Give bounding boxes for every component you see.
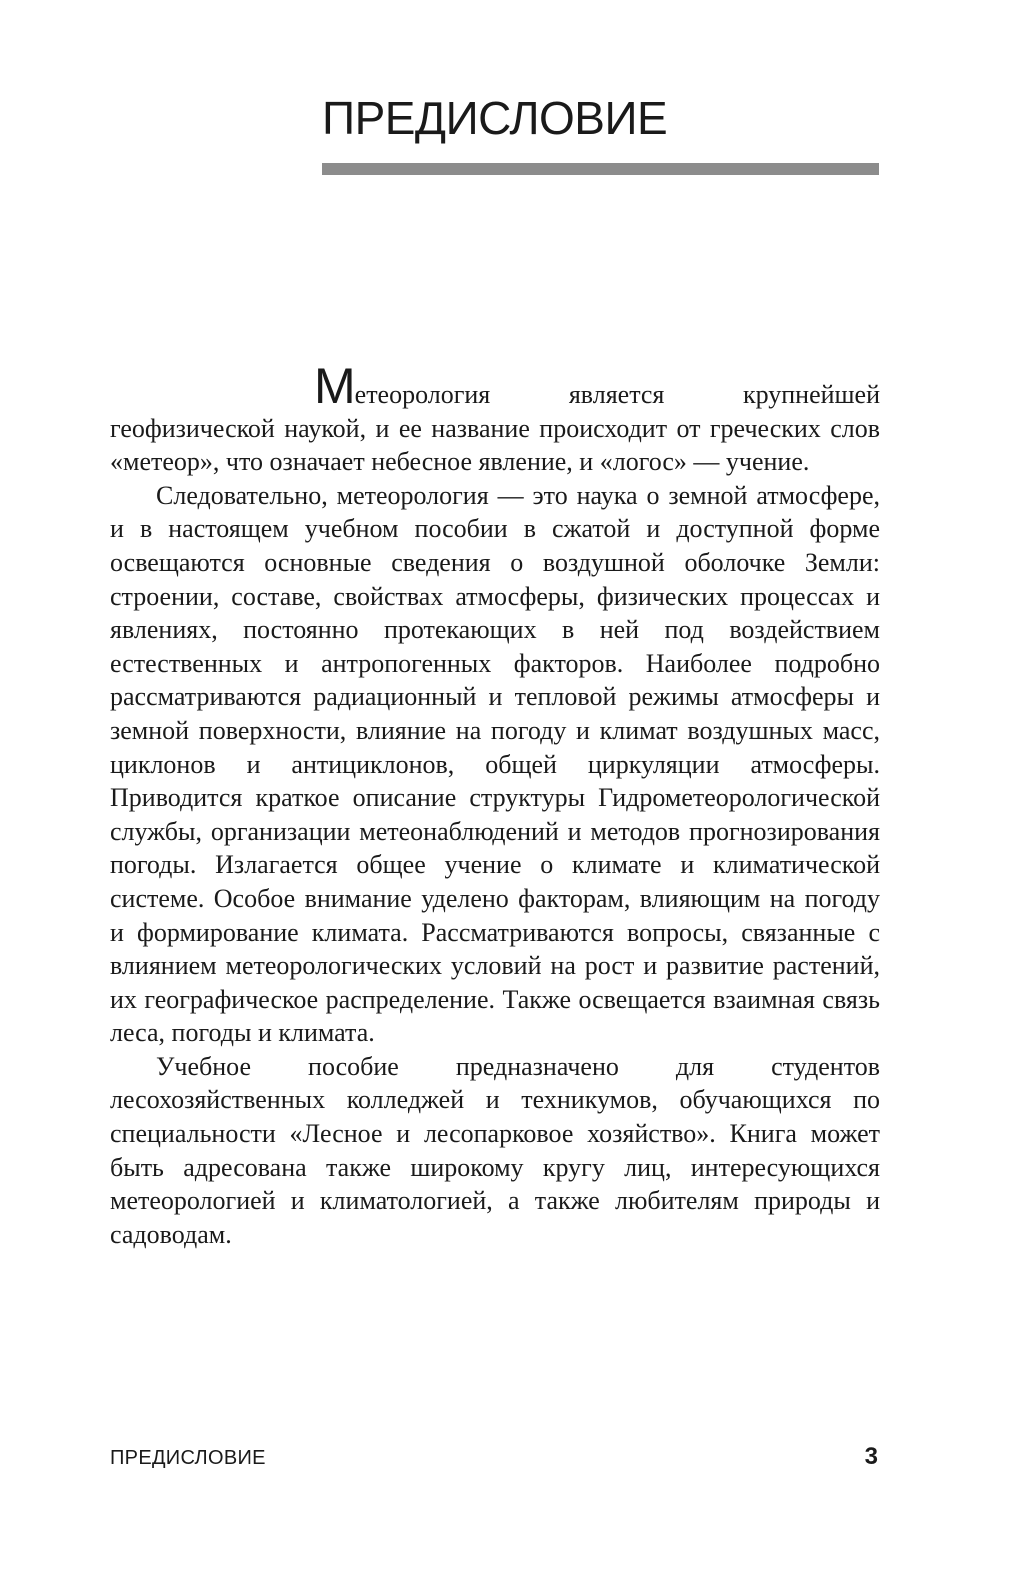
paragraph-2: Следовательно, метеорология — это наука о земной атмосфере, и в настоящем учебном пособии в сжатой и доступной форме освещаются основные сведения о воздушной оболочке Земли: строении, составе, свойствах атмосферы, физических процессах и явлениях, постоянно протекающих в ней под воздействием естественных и антропогенных факторов. Наиболее подробно рассматриваются радиационный и тепловой режимы атмосферы и земной поверхности, влияние на погоду и климат воздушных масс, циклонов и антициклонов, общей циркуляции атмосферы. Приводится краткое описание структуры Гидрометеорологической службы, организации метеонаблюдений и методов прогнозирования погоды. Излагается общее учение о климате и климатической системе. Особое внимание уделено факторам, влияющим на погоду и формирование климата. Рассматриваются вопросы, связанные с влиянием метеорологических условий на рост и развитие растений, их географическое распределение. Также освещается взаимная связь леса, погоды и климата. (110, 480, 880, 1048)
dropcap-letter: М (314, 358, 355, 414)
paragraph-1-text: етеорология является крупнейшей геофизической наукой, и ее название происходит от греческих слов «метеор», что означает небесное явление, и «логос» — учение. (110, 380, 880, 477)
chapter-title: ПРЕДИСЛОВИЕ (322, 92, 668, 144)
page-number: 3 (864, 1443, 878, 1470)
running-head: ПРЕДИСЛОВИЕ (110, 1447, 266, 1469)
paragraph-3: Учебное пособие предназначено для студентов лесохозяйственных колледжей и техникумов, обучающихся по специальности «Лесное и лесопарковое хозяйство». Книга может быть адресована также широкому кругу лиц, интересующихся метеорологией и климатологией, а также любителям природы и садоводам. (110, 1051, 880, 1249)
title-rule (322, 163, 879, 175)
paragraph-1 (110, 358, 880, 479)
body-text (110, 358, 880, 1251)
